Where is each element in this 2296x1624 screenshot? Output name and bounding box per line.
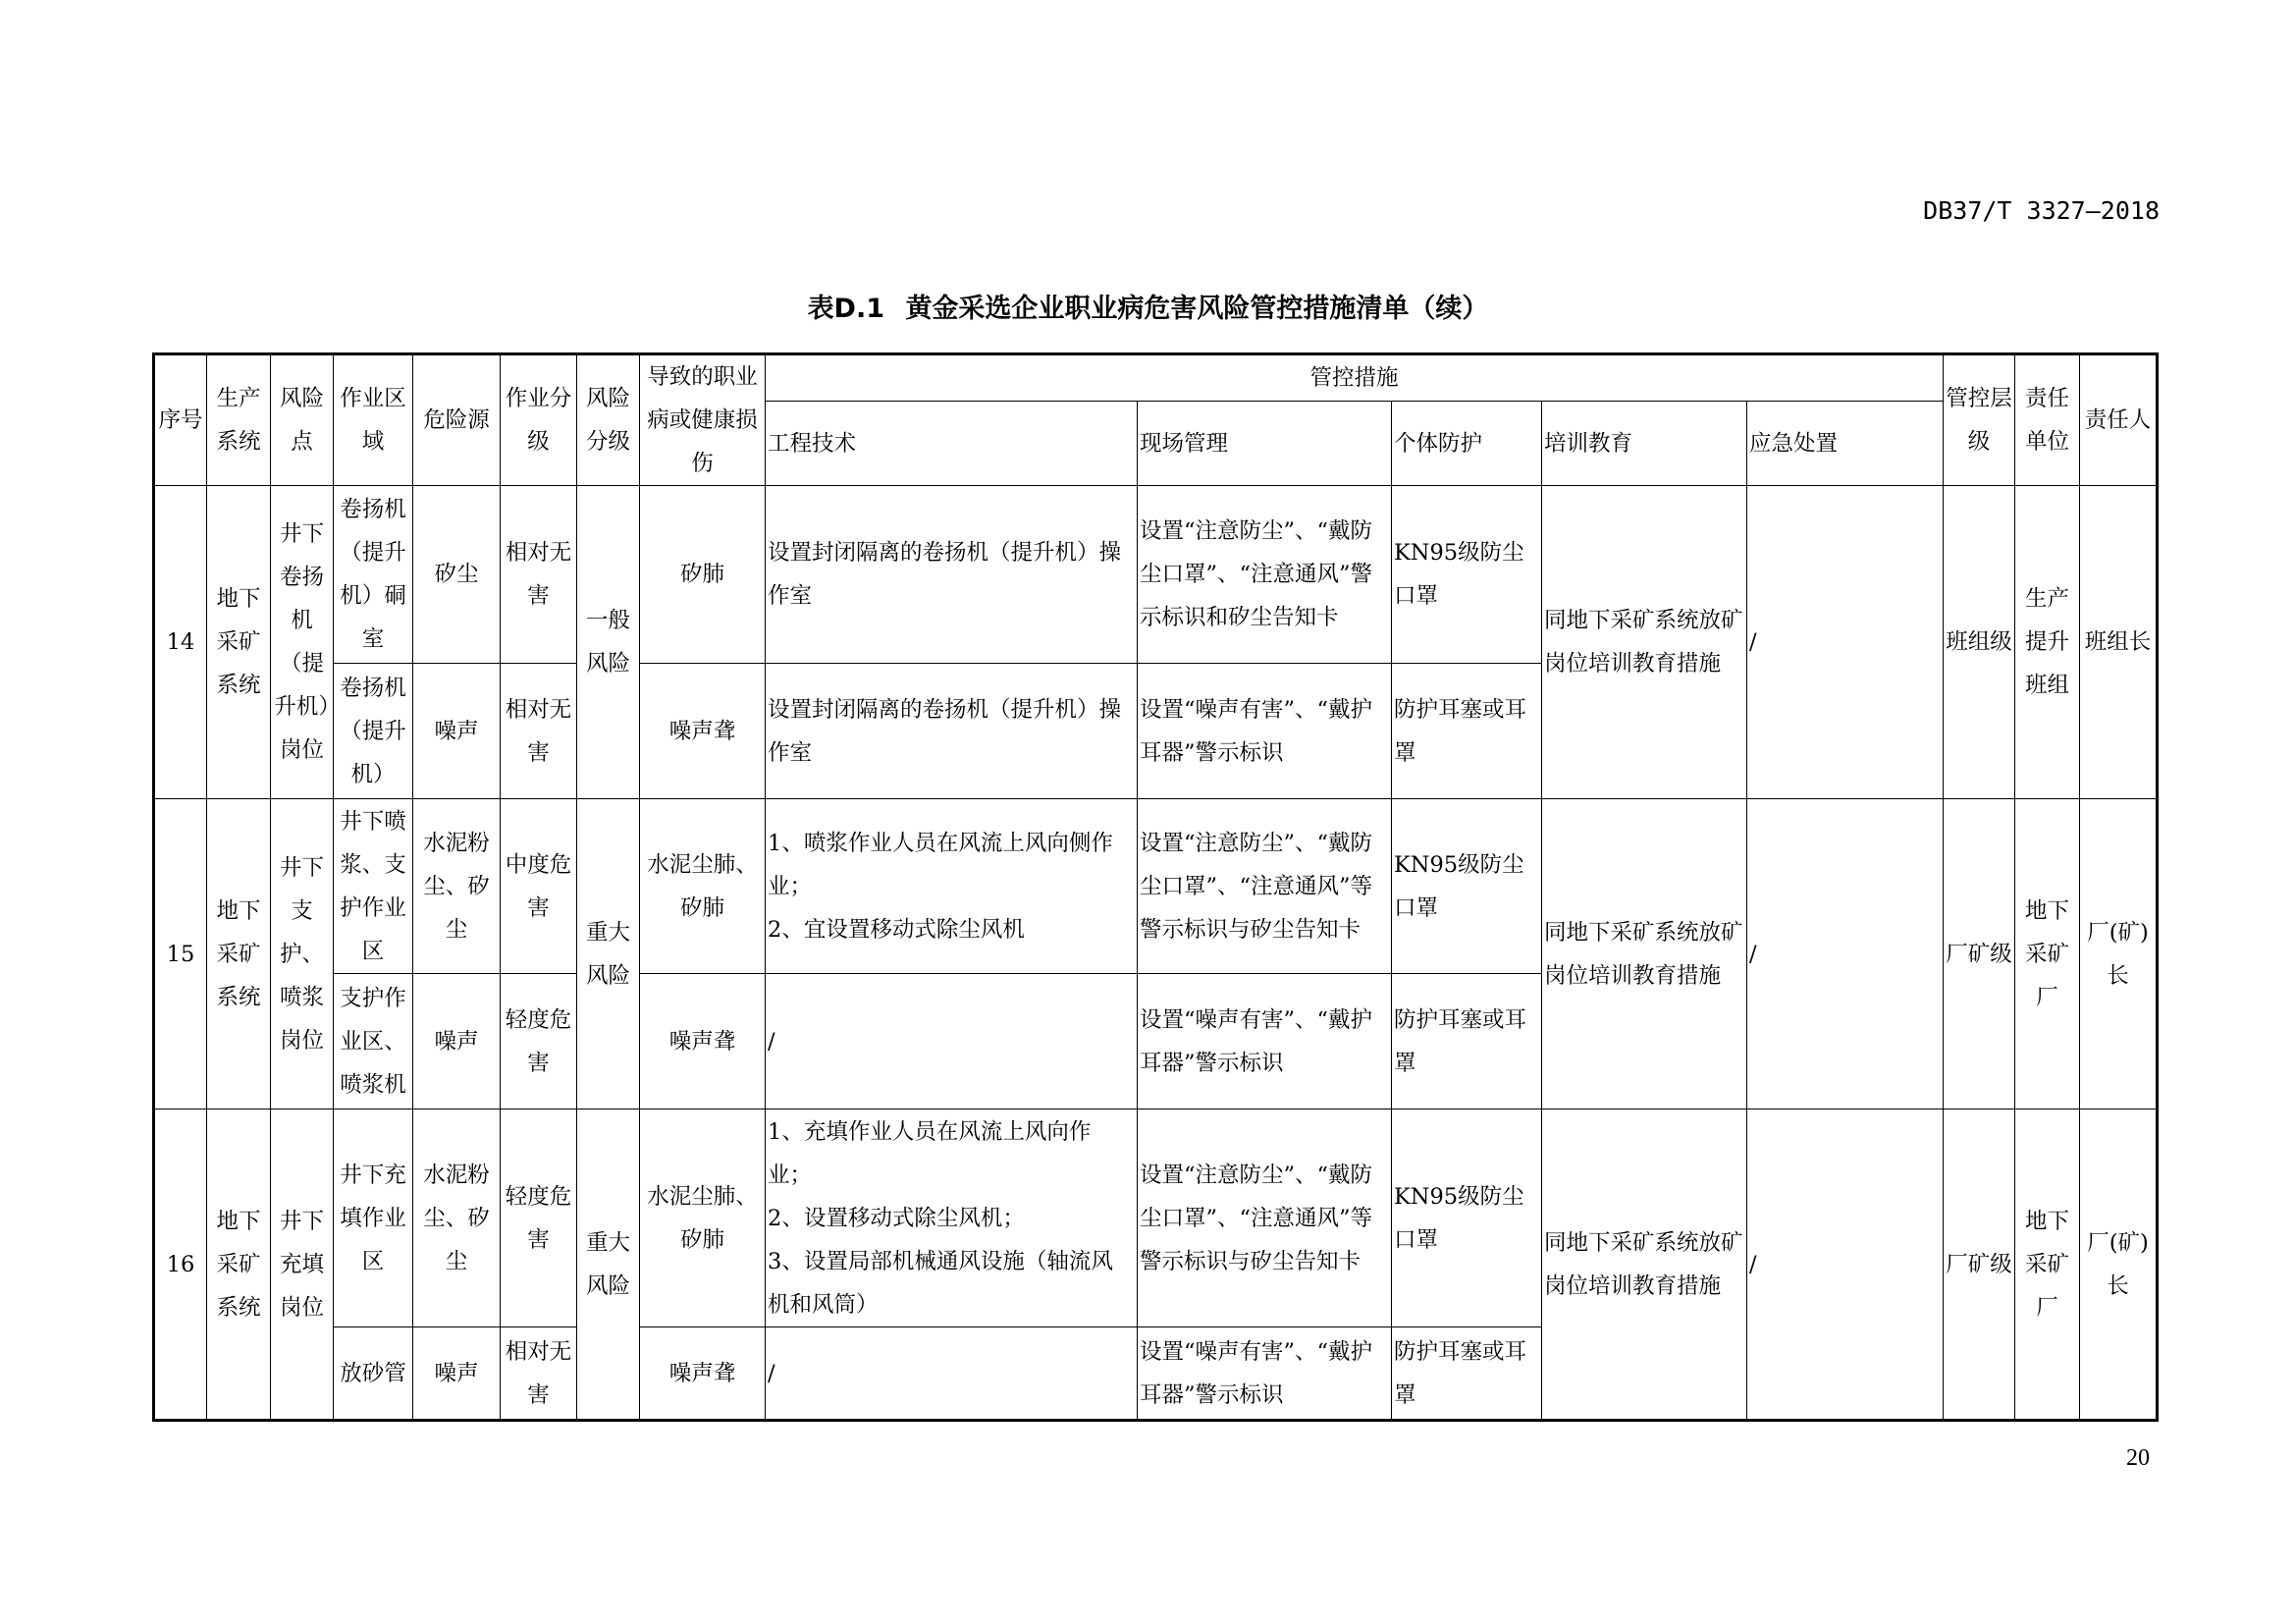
cell-work-grade: 轻度危害 [501,974,577,1110]
table-title: 黄金采选企业职业病危害风险管控措施清单（续） [905,294,1489,324]
cell-work-area: 放砂管 [334,1327,413,1421]
cell-ppe: 防护耳塞或耳罩 [1392,974,1542,1110]
cell-work-grade: 相对无害 [501,1327,577,1421]
cell-risk-grade: 重大风险 [577,1110,640,1421]
col-disease: 导致的职业病或健康损伤 [640,354,766,486]
cell-hazard: 水泥粉尘、矽尘 [413,1110,501,1327]
table-row [154,1110,2158,1327]
engineering-line: 1、充填作业人员在风流上风向作业； [768,1118,1092,1188]
cell-training: 同地下采矿系统放矿岗位培训教育措施 [1542,486,1747,799]
cell-engineering [766,799,1138,974]
col-system: 生产系统 [207,354,271,486]
cell-site-mgmt: 设置“噪声有害”、“戴护耳器”警示标识 [1138,974,1392,1110]
cell-control-level: 班组级 [1944,486,2015,799]
cell-resp-person: 厂(矿)长 [2080,799,2158,1110]
table-row [154,486,2158,664]
col-seq: 序号 [154,354,207,486]
cell-work-grade: 相对无害 [501,486,577,664]
standard-number: DB37/T 3327—2018 [1923,196,2160,225]
col-resp-person: 责任人 [2080,354,2158,486]
cell-control-level: 厂矿级 [1944,1110,2015,1421]
cell-risk-point: 井下卷扬机（提升机）岗位 [271,486,334,799]
risk-control-table [152,352,2159,1422]
cell-hazard: 噪声 [413,664,501,799]
cell-training: 同地下采矿系统放矿岗位培训教育措施 [1542,799,1747,1110]
col-training: 培训教育 [1542,402,1747,486]
cell-control-level: 厂矿级 [1944,799,2015,1110]
cell-hazard: 噪声 [413,974,501,1110]
cell-hazard: 噪声 [413,1327,501,1421]
cell-site-mgmt: 设置“注意防尘”、“戴防尘口罩”、“注意通风”等警示标识与矽尘告知卡 [1138,799,1392,974]
engineering-line: 2、设置移动式除尘风机； [768,1205,1025,1231]
cell-site-mgmt: 设置“注意防尘”、“戴防尘口罩”、“注意通风”等警示标识与矽尘告知卡 [1138,1110,1392,1327]
cell-seq: 15 [154,799,207,1110]
cell-hazard: 矽尘 [413,486,501,664]
col-hazard: 危险源 [413,354,501,486]
cell-emergency: / [1747,1110,1944,1421]
col-work-grade: 作业分级 [501,354,577,486]
cell-seq: 16 [154,1110,207,1421]
cell-work-grade: 中度危害 [501,799,577,974]
cell-risk-point: 井下支护、喷浆岗位 [271,799,334,1110]
cell-ppe: 防护耳塞或耳罩 [1392,664,1542,799]
cell-risk-grade: 重大风险 [577,799,640,1110]
col-risk-point: 风险点 [271,354,334,486]
cell-resp-unit: 地下采矿厂 [2015,1110,2080,1421]
cell-work-area: 支护作业区、喷浆机 [334,974,413,1110]
cell-emergency: / [1747,799,1944,1110]
cell-risk-point: 井下充填岗位 [271,1110,334,1421]
cell-site-mgmt: 设置“噪声有害”、“戴护耳器”警示标识 [1138,1327,1392,1421]
cell-engineering: / [766,1327,1138,1421]
cell-ppe: 防护耳塞或耳罩 [1392,1327,1542,1421]
cell-resp-unit: 地下采矿厂 [2015,799,2080,1110]
col-work-area: 作业区域 [334,354,413,486]
cell-disease: 水泥尘肺、矽肺 [640,799,766,974]
col-engineering: 工程技术 [766,402,1138,486]
cell-resp-person: 班组长 [2080,486,2158,799]
cell-work-area: 井下喷浆、支护作业区 [334,799,413,974]
cell-hazard: 水泥粉尘、矽尘 [413,799,501,974]
cell-system: 地下采矿系统 [207,1110,271,1421]
cell-seq: 14 [154,486,207,799]
table-label: 表D.1 [807,294,885,324]
cell-training: 同地下采矿系统放矿岗位培训教育措施 [1542,1110,1747,1421]
cell-site-mgmt: 设置“注意防尘”、“戴防尘口罩”、“注意通风”警示标识和矽尘告知卡 [1138,486,1392,664]
col-site-mgmt: 现场管理 [1138,402,1392,486]
cell-site-mgmt: 设置“噪声有害”、“戴护耳器”警示标识 [1138,664,1392,799]
cell-resp-person: 厂(矿)长 [2080,1110,2158,1421]
table-caption [0,287,2296,325]
cell-engineering: 设置封闭隔离的卷扬机（提升机）操作室 [766,664,1138,799]
cell-disease: 噪声聋 [640,1327,766,1421]
cell-risk-grade: 一般风险 [577,486,640,799]
engineering-line: 3、设置局部机械通风设施（轴流风机和风筒） [768,1248,1113,1318]
col-control-level: 管控层级 [1944,354,2015,486]
cell-disease: 矽肺 [640,486,766,664]
cell-emergency: / [1747,486,1944,799]
col-risk-grade: 风险分级 [577,354,640,486]
cell-work-grade: 轻度危害 [501,1110,577,1327]
cell-system: 地下采矿系统 [207,486,271,799]
cell-ppe: KN95级防尘口罩 [1392,799,1542,974]
cell-resp-unit: 生产提升班组 [2015,486,2080,799]
cell-work-area: 井下充填作业区 [334,1110,413,1327]
cell-system: 地下采矿系统 [207,799,271,1110]
cell-ppe: KN95级防尘口罩 [1392,1110,1542,1327]
engineering-line: 1、喷浆作业人员在风流上风向侧作业； [768,830,1113,899]
cell-engineering: / [766,974,1138,1110]
col-ppe: 个体防护 [1392,402,1542,486]
cell-work-area: 卷扬机（提升机） [334,664,413,799]
cell-disease: 噪声聋 [640,664,766,799]
col-emergency: 应急处置 [1747,402,1944,486]
cell-engineering [766,1110,1138,1327]
cell-work-area: 卷扬机（提升机）硐室 [334,486,413,664]
col-resp-unit: 责任单位 [2015,354,2080,486]
table-row [154,799,2158,974]
cell-engineering: 设置封闭隔离的卷扬机（提升机）操作室 [766,486,1138,664]
page-number: 20 [2126,1445,2150,1471]
cell-disease: 噪声聋 [640,974,766,1110]
cell-disease: 水泥尘肺、矽肺 [640,1110,766,1327]
cell-ppe: KN95级防尘口罩 [1392,486,1542,664]
engineering-line: 2、宜设置移动式除尘风机 [768,916,1025,943]
col-measures: 管控措施 [766,354,1944,402]
cell-work-grade: 相对无害 [501,664,577,799]
